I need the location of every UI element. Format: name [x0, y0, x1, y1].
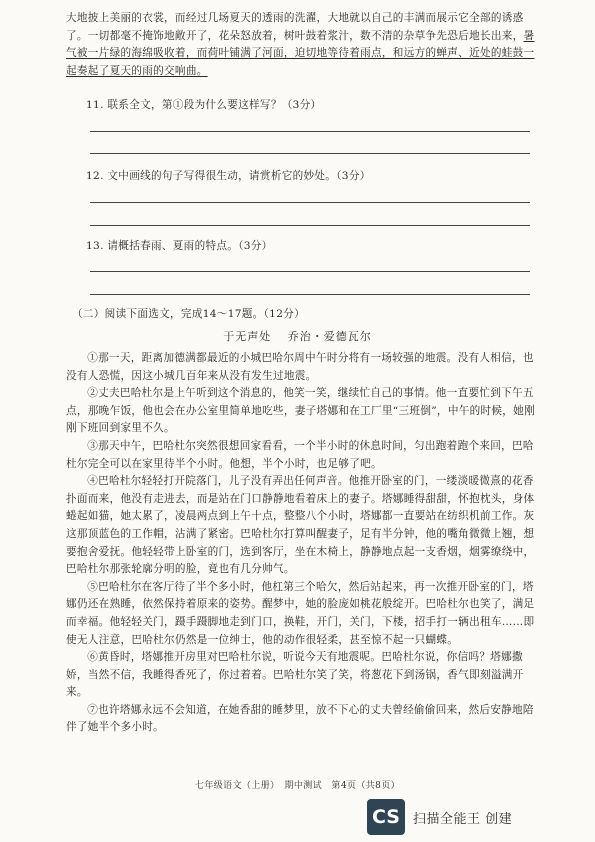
paragraph-7: ⑦也许塔娜永远不会知道，在她香甜的睡梦里，放不下心的丈夫曾经偷偷回来，然后安静地陪伴了她半个多小时。 — [66, 703, 534, 734]
section-intro: （二）阅读下面选文，完成14～17题。（12分） — [72, 308, 306, 320]
author-name: 乔治・爱德瓦尔 — [287, 330, 372, 343]
scanner-watermark — [367, 799, 512, 835]
answer-line — [90, 131, 530, 132]
answer-line — [90, 153, 530, 154]
paragraph-1: ①那一天，距离加德满都最近的小城巴哈尔周中午时分将有一场较强的地震。没有人相信，也没有人恐慌，因这小城几百年来从没有发生过地震。 — [66, 352, 534, 382]
question-12: 12. 文中画线的句子写得很生动，请赏析它的妙处。（3分） — [86, 170, 371, 182]
paragraph-3: ③那天中午，巴哈杜尔突然很想回家看看，一个半小时的休息时间，匀出跑着跑个来回，巴哈杜尔完全可以在家里待半个小时。他想，半个小时，也足够了吧。 — [66, 439, 534, 470]
page-footer: 七年级语文（上册） 期中测试 第4页（共8页） — [194, 781, 401, 791]
title-text: 于无声处 — [223, 330, 272, 343]
paragraph-4: ④巴哈杜尔轻轻打开院落门，儿子没有弄出任何声音。他推开卧室的门，一缕淡暖微熹的花香扑面而来，他没有走进去，而是站在门口静静地看着床上的妻子。塔娜睡得甜甜，怀抱枕头，身体蜷起如猫，她太累了，凌晨两点到上午十点，整整八个小时，塔娜都一直要站在纺织机前工作。灰这那顶蓝色的工作帽，沾满了紧密。巴哈杜尔打算叫醒妻子，足有半分钟，他的嘴角微微上翘，想要抱舍爱抚。他轻轻带上卧室的门，选到客厅，坐在木椅上，静静地点起一支香烟，烟雾缭绕中，巴哈杜尔那张轮廓分明的脸，竟也有几分帅气。 — [66, 475, 535, 576]
watermark-text: 扫描全能王 创建 — [413, 811, 513, 827]
question-11: 11. 联系全文，第①段为什么要这样写？（3分） — [86, 99, 322, 111]
question-13: 13. 请概括春雨、夏雨的特点。（3分） — [86, 240, 273, 252]
paragraph-6: ⑥黄昏时，塔娜推开房里对巴哈杜尔说，听说今天有地震呢。巴哈杜尔说，你信吗？塔娜撒娇，当然不信，我睡得香死了，你过着着。巴哈杜尔笑了笑，将葱花下到汤锅，香气即刻溢满开来。 — [66, 651, 524, 699]
reading-title — [0, 328, 595, 344]
reading-passage — [66, 350, 536, 770]
passage-ending — [66, 10, 536, 90]
answer-line — [90, 202, 530, 203]
answer-line — [90, 294, 530, 295]
passage-text: 大地披上美丽的衣裳，而经过几场夏天的透雨的洗濯，大地就以自己的丰满而展示它全部的诱惑了。一切都毫不掩饰地敞开了，花朵怒放着，树叶鼓着浆汁，数不清的杂草争先恐后地长出来， — [66, 12, 524, 42]
paragraph-5: ⑤巴哈杜尔在客厅待了半个多小时，他杠第三个哈欠，然后站起来，再一次推开卧室的门，塔娜仍还在熟睡，依然保持着原来的姿势。醒梦中，她的脸庞如桃花般绽开。巴哈杜尔也笑了，满足而幸福。他轻轻关门，蹑手蹑脚地走到门口，换鞋，开门，关门，下楼，招手打一辆出租车……即使无人注意，巴哈杜尔仍然是一位绅士，他的动作很轻柔，甚至惊不起一只蝴蝶。 — [66, 580, 535, 646]
answer-line — [90, 271, 530, 272]
camscanner-logo-icon: CS — [367, 799, 405, 835]
answer-line — [90, 225, 530, 226]
underlined-sentence: 暑气被一片绿的海绵吸收着，而荷叶铺满了河面，迫切地等待着雨点，和远方的蝉声、近处的蛙鼓一起奏起了夏天的雨的交响曲。 — [66, 29, 535, 77]
paragraph-2: ②丈夫巴哈杜尔是上午听到这个消息的，他笑一笑，继续忙自己的事情。他一直要忙到下午五点，那晚乍饭，他也会在办公室里简单地吃些，妻子塔娜和在工厂里“三班倒”，中午的时候，她刚刚下班回到家里不久。 — [66, 387, 535, 435]
